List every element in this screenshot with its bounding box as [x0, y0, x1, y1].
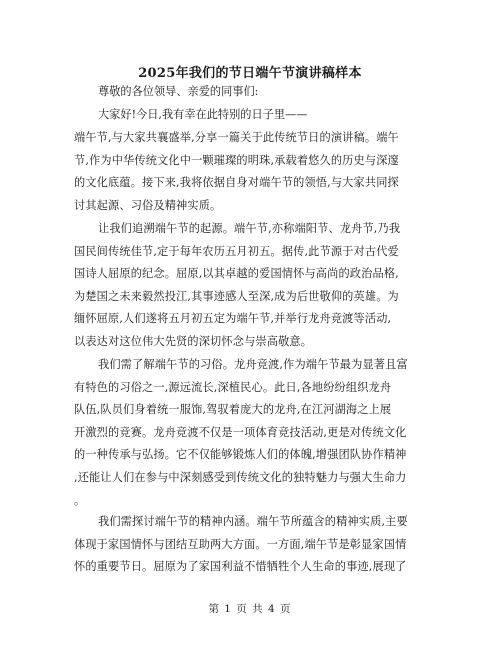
paragraph-line: 让我们追溯端午节的起源。端午节,亦称端阳节、龙舟节,乃我 [98, 222, 401, 235]
greeting-line: 大家好!今日,我有幸在此特别的日子里—— [98, 108, 308, 121]
paragraph-line: 开激烈的竞赛。龙舟竞渡不仅是一项体育竞技活动,更是对传统文化 [74, 425, 407, 439]
paragraph-line: 的一种传承与弘扬。它不仅能够锻炼人们的体魄,增强团队协作精神 [74, 448, 407, 462]
paragraph-line: 队伍,队员们身着统一服饰,驾驭着庞大的龙舟,在江河湖海之上展 [74, 403, 392, 417]
paragraph-customs [74, 354, 432, 512]
paragraph-line: 为楚国之未来毅然投江,其事迹感人至深,成为后世敬仰的英雄。为 [74, 289, 399, 303]
paragraph-intro [74, 127, 432, 217]
salutation-line: 尊敬的各位领导、亲爱的同事们: [98, 85, 259, 98]
paragraph-line: 节,作为中华传统文化中一颗璀璨的明珠,承载着悠久的历史与深邃 [74, 153, 399, 167]
paragraph-line: 我们需探讨端午节的精神内涵。端午节所蕴含的精神实质,主要 [98, 515, 408, 528]
paragraph-line: ,还能让人们在参与中深刻感受到传统文化的独特魅力与强大生命力 [74, 470, 407, 484]
page-footer: 第 1 页 共 4 页 [208, 603, 292, 615]
paragraph-line: 讨其起源、习俗及精神实质。 [74, 198, 222, 212]
paragraph-line: 体现于家国情怀与团结互助两大方面。一方面,端午节是彰显家国情 [74, 537, 407, 551]
paragraph-origin [74, 218, 432, 354]
paragraph-line: 怀的重要节日。屈原为了家国利益不惜牺牲个人生命的事迹,展现了 [74, 560, 407, 574]
paragraph-line: 我们需了解端午节的习俗。龙舟竞渡,作为端午节最为显著且富 [98, 358, 408, 371]
paragraph-spirit [74, 511, 432, 579]
paragraph-line: 以表达对这位伟大先贤的深切怀念与崇高敬意。 [74, 334, 313, 348]
paragraph-line: 国诗人屈原的纪念。屈原,以其卓越的爱国情怀与高尚的政治品格, [74, 267, 399, 281]
paragraph-line: 端午节,与大家共襄盛举,分享一篇关于此传统节日的演讲稿。端午 [74, 131, 399, 144]
paragraph-line: 国民间传统佳节,定于每年农历五月初五。据传,此节源于对古代爱 [74, 244, 399, 258]
paragraph-line: 有特色的习俗之一,源远流长,深植民心。此日,各地纷纷组织龙舟 [74, 380, 392, 394]
paragraph-line: 缅怀屈原,人们遂将五月初五定为端午节,并举行龙舟竞渡等活动, [74, 312, 392, 326]
paragraph-line: 。 [74, 493, 86, 507]
paragraph-line: 的文化底蕴。接下来,我将依据自身对端午节的领悟,与大家共同探 [74, 176, 399, 190]
document-title: 2025年我们的节日端午节演讲稿样本 [138, 66, 362, 81]
